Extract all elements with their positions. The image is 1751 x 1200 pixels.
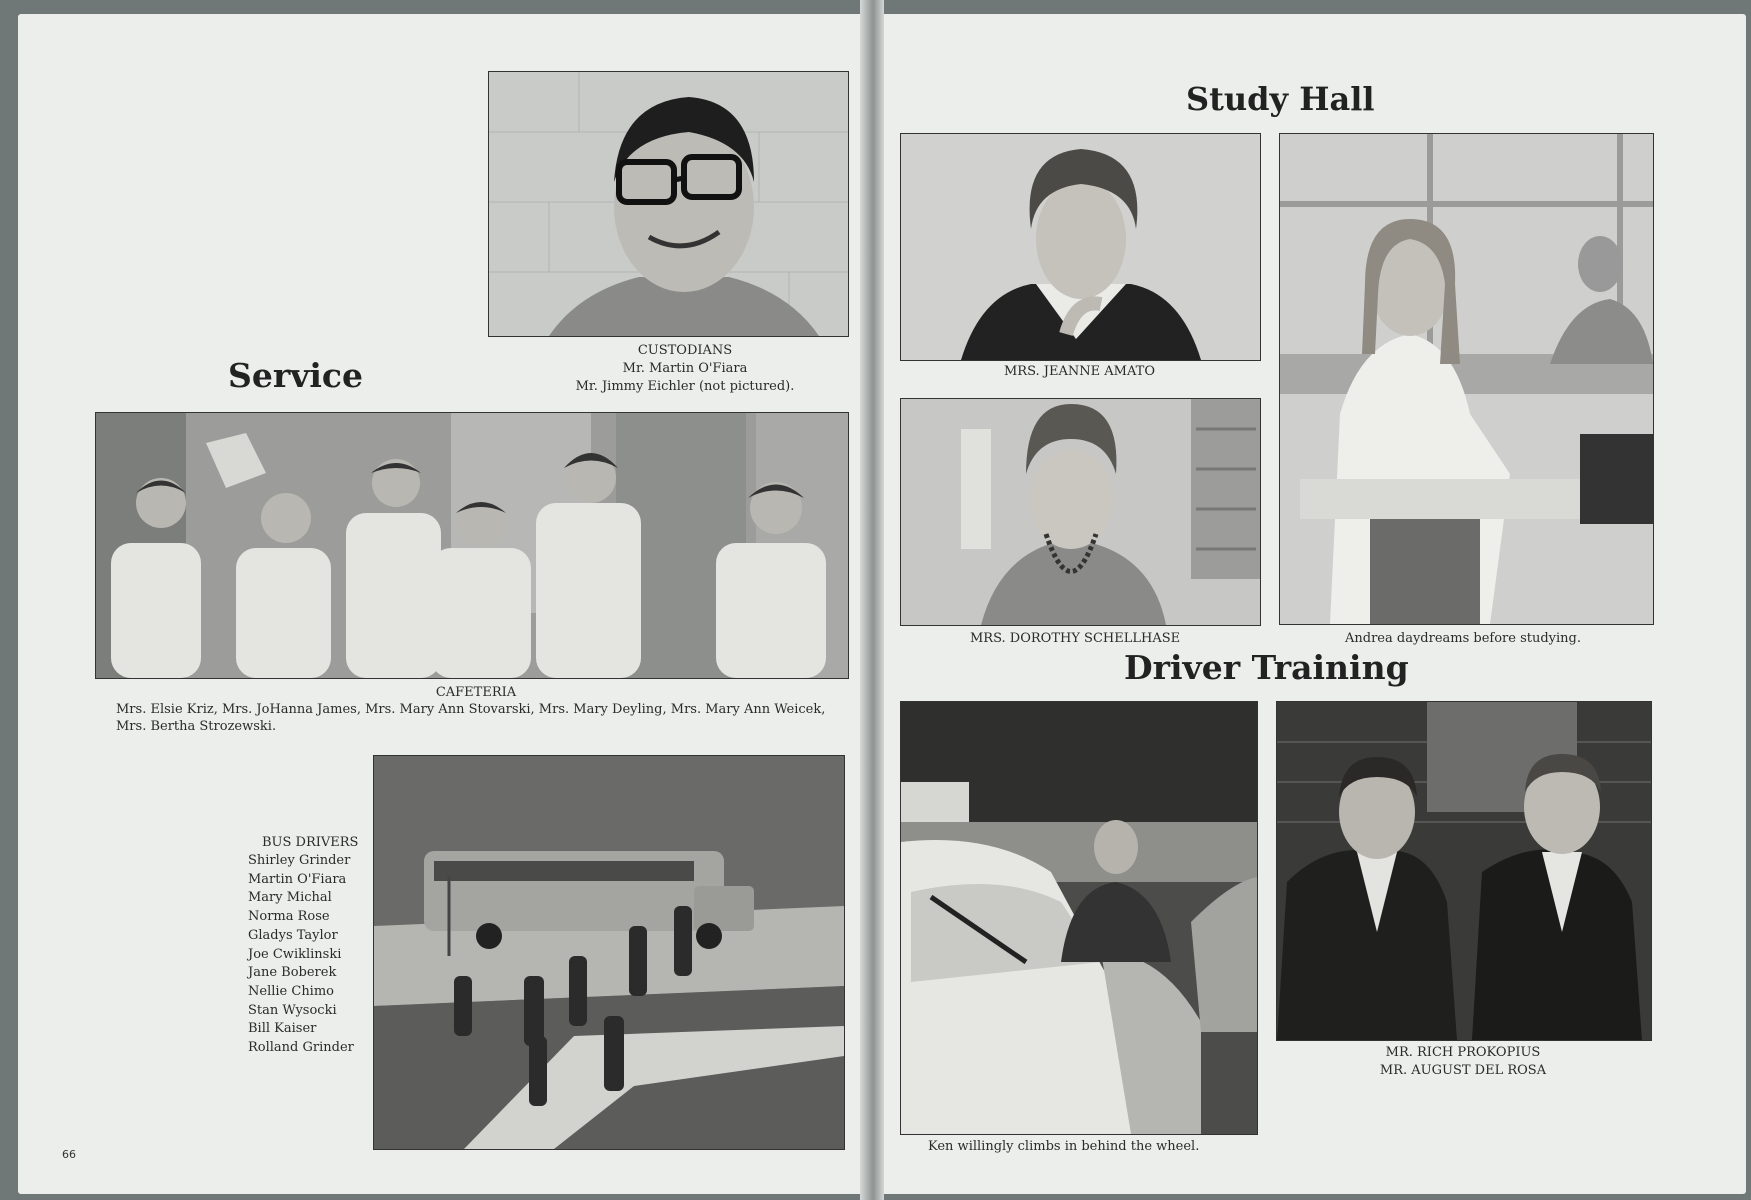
driver-photo: [900, 701, 1258, 1135]
bus-drivers-list: [248, 852, 354, 1058]
instructors-caption: [1276, 1044, 1650, 1080]
bus-driver-name: Norma Rose: [248, 909, 330, 925]
cafeteria-heading: CAFETERIA: [435, 685, 517, 700]
amato-photo: [900, 133, 1261, 361]
caption-ken: Ken willingly climbs in behind the wheel.: [928, 1139, 1200, 1154]
schellhase-photo: [900, 398, 1261, 626]
bus-driver-name: Martin O'Fiara: [248, 871, 347, 887]
bus-driver-name: Stan Wysocki: [248, 1002, 337, 1018]
bus-driver-name: Shirley Grinder: [248, 853, 351, 868]
instructor-name-2: MR. AUGUST DEL ROSA: [1379, 1063, 1547, 1078]
bus-driver-name: Nellie Chimo: [248, 983, 334, 999]
custodian-name-1: Mr. Martin O'Fiara: [622, 361, 748, 376]
bus-driver-name: Rolland Grinder: [248, 1040, 354, 1056]
custodians-heading: CUSTODIANS: [637, 343, 733, 358]
custodians-caption: [520, 342, 850, 396]
section-title-study-hall: Study Hall: [1186, 80, 1375, 118]
section-title-service: Service: [228, 356, 364, 395]
instructors-photo: [1276, 701, 1652, 1041]
bus-driver-name: Jane Boberek: [248, 965, 337, 981]
custodian-photo: [488, 71, 849, 337]
book-gutter: [860, 0, 884, 1200]
page-number: 66: [62, 1148, 76, 1161]
caption-schellhase: MRS. DOROTHY SCHELLHASE: [970, 631, 1181, 646]
cafeteria-names: Mrs. Elsie Kriz, Mrs. JoHanna James, Mrs. Mary Ann Stovarski, Mrs. Mary Deyling, Mrs. Mary Ann Weicek, Mrs. Bertha Strozewski.: [116, 702, 826, 734]
bus-drivers-heading: BUS DRIVERS: [262, 835, 359, 850]
section-title-driver-training: Driver Training: [1124, 648, 1409, 687]
caption-andrea: Andrea daydreams before studying.: [1345, 631, 1582, 646]
caption-amato: MRS. JEANNE AMATO: [1004, 364, 1155, 379]
cafeteria-caption: [116, 684, 836, 735]
bus-photo: [373, 755, 845, 1150]
andrea-photo: [1279, 133, 1654, 625]
cafeteria-photo: [95, 412, 849, 679]
bus-driver-name: Bill Kaiser: [248, 1021, 317, 1037]
bus-driver-name: Mary Michal: [248, 890, 332, 906]
instructor-name-1: MR. RICH PROKOPIUS: [1385, 1045, 1541, 1060]
custodian-name-2: Mr. Jimmy Eichler (not pictured).: [575, 379, 795, 394]
bus-driver-name: Gladys Taylor: [248, 927, 338, 943]
bus-driver-name: Joe Cwiklinski: [248, 946, 342, 962]
